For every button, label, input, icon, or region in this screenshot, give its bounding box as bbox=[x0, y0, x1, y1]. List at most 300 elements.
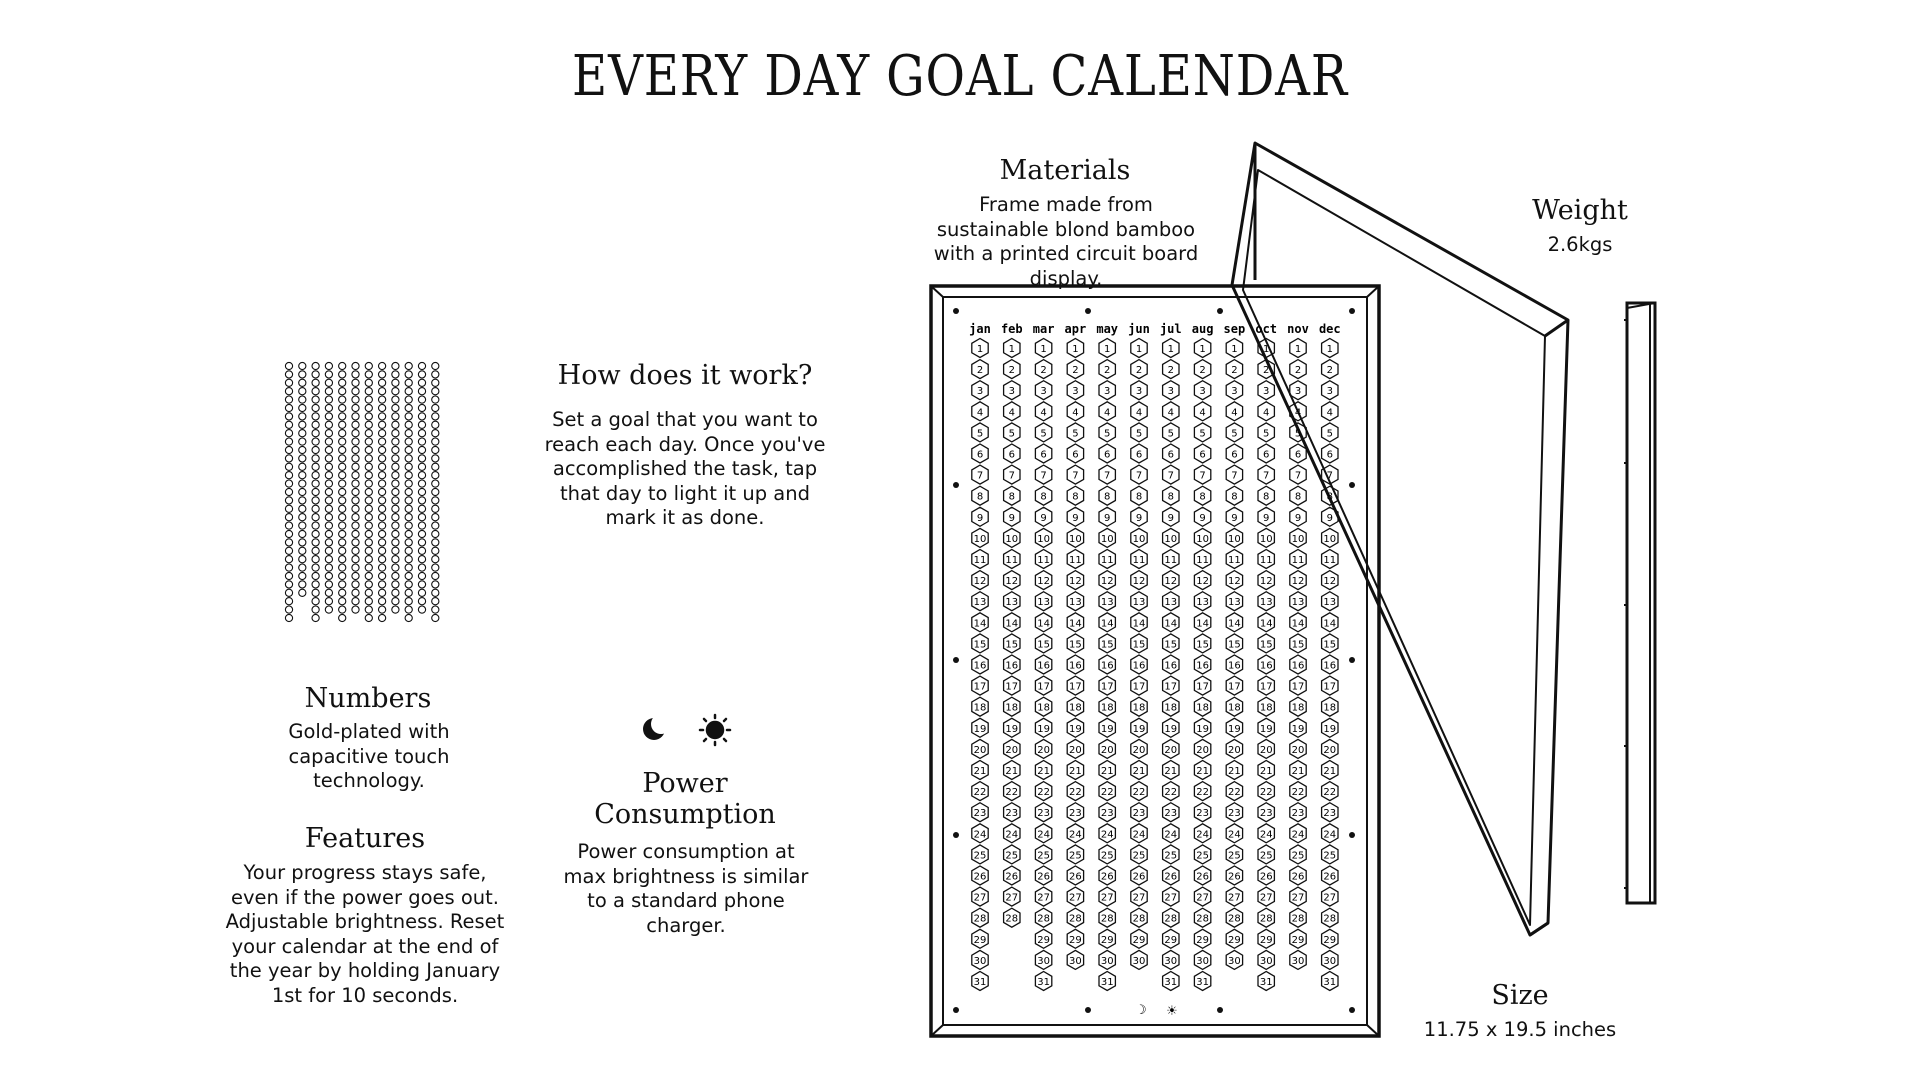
day-cell[interactable] bbox=[1099, 592, 1115, 611]
day-cell[interactable] bbox=[1163, 550, 1179, 569]
day-cell[interactable] bbox=[1131, 634, 1147, 653]
day-cell[interactable] bbox=[1290, 887, 1306, 906]
day-cell[interactable] bbox=[1004, 444, 1020, 463]
day-cell[interactable] bbox=[1194, 676, 1210, 695]
day-cell[interactable] bbox=[1226, 423, 1242, 442]
day-cell[interactable] bbox=[1290, 486, 1306, 505]
day-cell[interactable] bbox=[1004, 676, 1020, 695]
day-cell[interactable] bbox=[1258, 465, 1274, 484]
day-cell[interactable] bbox=[1258, 381, 1274, 400]
day-cell[interactable] bbox=[972, 866, 988, 885]
day-cell[interactable] bbox=[1004, 360, 1020, 379]
day-cell[interactable] bbox=[1035, 381, 1051, 400]
day-cell[interactable] bbox=[1163, 339, 1179, 358]
day-cell[interactable] bbox=[1035, 866, 1051, 885]
day-cell[interactable] bbox=[1131, 507, 1147, 526]
day-cell[interactable] bbox=[1163, 697, 1179, 716]
day-cell[interactable] bbox=[1099, 718, 1115, 737]
day-cell[interactable] bbox=[1067, 866, 1083, 885]
day-cell[interactable] bbox=[1226, 381, 1242, 400]
day-cell[interactable] bbox=[1194, 507, 1210, 526]
day-cell[interactable] bbox=[1290, 613, 1306, 632]
day-cell[interactable] bbox=[1194, 761, 1210, 780]
day-cell[interactable] bbox=[1290, 803, 1306, 822]
day-cell[interactable] bbox=[1258, 592, 1274, 611]
day-cell[interactable] bbox=[1067, 908, 1083, 927]
day-cell[interactable] bbox=[1163, 571, 1179, 590]
day-cell[interactable] bbox=[1131, 950, 1147, 969]
day-cell[interactable] bbox=[1258, 571, 1274, 590]
day-cell[interactable] bbox=[1194, 592, 1210, 611]
day-cell[interactable] bbox=[1258, 845, 1274, 864]
day-cell[interactable] bbox=[1226, 613, 1242, 632]
day-cell[interactable] bbox=[972, 697, 988, 716]
day-cell[interactable] bbox=[1035, 655, 1051, 674]
day-cell[interactable] bbox=[1226, 486, 1242, 505]
day-cell[interactable] bbox=[1099, 571, 1115, 590]
day-cell[interactable] bbox=[972, 592, 988, 611]
day-cell[interactable] bbox=[972, 761, 988, 780]
day-cell[interactable] bbox=[1004, 423, 1020, 442]
day-cell[interactable] bbox=[1099, 402, 1115, 421]
day-cell[interactable] bbox=[1226, 845, 1242, 864]
day-cell[interactable] bbox=[1067, 507, 1083, 526]
day-cell[interactable] bbox=[1194, 486, 1210, 505]
day-cell[interactable] bbox=[1194, 655, 1210, 674]
day-cell[interactable] bbox=[972, 402, 988, 421]
day-cell[interactable] bbox=[1322, 571, 1338, 590]
day-cell[interactable] bbox=[1067, 887, 1083, 906]
day-cell[interactable] bbox=[1258, 507, 1274, 526]
day-cell[interactable] bbox=[1035, 528, 1051, 547]
day-cell[interactable] bbox=[1004, 655, 1020, 674]
day-cell[interactable] bbox=[1194, 845, 1210, 864]
day-cell[interactable] bbox=[972, 613, 988, 632]
day-cell[interactable] bbox=[1194, 929, 1210, 948]
day-cell[interactable] bbox=[1322, 465, 1338, 484]
day-cell[interactable] bbox=[1163, 381, 1179, 400]
day-cell[interactable] bbox=[1067, 697, 1083, 716]
day-cell[interactable] bbox=[1035, 929, 1051, 948]
day-cell[interactable] bbox=[1004, 528, 1020, 547]
day-cell[interactable] bbox=[1004, 866, 1020, 885]
day-cell[interactable] bbox=[972, 507, 988, 526]
day-cell[interactable] bbox=[1131, 592, 1147, 611]
day-cell[interactable] bbox=[1035, 571, 1051, 590]
day-cell[interactable] bbox=[1194, 465, 1210, 484]
day-cell[interactable] bbox=[972, 381, 988, 400]
day-cell[interactable] bbox=[1131, 866, 1147, 885]
day-cell[interactable] bbox=[1290, 697, 1306, 716]
day-cell[interactable] bbox=[1067, 803, 1083, 822]
day-cell[interactable] bbox=[1258, 761, 1274, 780]
day-cell[interactable] bbox=[972, 929, 988, 948]
day-cell[interactable] bbox=[1099, 676, 1115, 695]
day-cell[interactable] bbox=[1067, 634, 1083, 653]
day-cell[interactable] bbox=[1322, 592, 1338, 611]
day-cell[interactable] bbox=[1322, 718, 1338, 737]
day-cell[interactable] bbox=[1131, 887, 1147, 906]
day-cell[interactable] bbox=[1163, 528, 1179, 547]
day-cell[interactable] bbox=[1004, 739, 1020, 758]
day-cell[interactable] bbox=[1226, 339, 1242, 358]
day-cell[interactable] bbox=[1258, 718, 1274, 737]
day-cell[interactable] bbox=[1194, 739, 1210, 758]
day-cell[interactable] bbox=[1290, 866, 1306, 885]
day-cell[interactable] bbox=[1035, 697, 1051, 716]
day-cell[interactable] bbox=[1099, 444, 1115, 463]
day-cell[interactable] bbox=[1067, 613, 1083, 632]
day-cell[interactable] bbox=[1258, 550, 1274, 569]
day-cell[interactable] bbox=[972, 972, 988, 991]
day-cell[interactable] bbox=[1290, 571, 1306, 590]
day-cell[interactable] bbox=[1131, 824, 1147, 843]
day-cell[interactable] bbox=[1290, 381, 1306, 400]
day-cell[interactable] bbox=[1099, 339, 1115, 358]
day-cell[interactable] bbox=[1067, 486, 1083, 505]
day-cell[interactable] bbox=[1226, 444, 1242, 463]
day-cell[interactable] bbox=[1194, 339, 1210, 358]
day-cell[interactable] bbox=[1131, 655, 1147, 674]
day-cell[interactable] bbox=[1163, 592, 1179, 611]
day-cell[interactable] bbox=[1035, 613, 1051, 632]
day-cell[interactable] bbox=[972, 739, 988, 758]
day-cell[interactable] bbox=[1035, 592, 1051, 611]
day-cell[interactable] bbox=[1258, 950, 1274, 969]
day-cell[interactable] bbox=[1226, 950, 1242, 969]
day-cell[interactable] bbox=[1163, 634, 1179, 653]
day-cell[interactable] bbox=[1322, 423, 1338, 442]
day-cell[interactable] bbox=[1226, 739, 1242, 758]
day-cell[interactable] bbox=[1322, 676, 1338, 695]
day-cell[interactable] bbox=[1322, 845, 1338, 864]
day-cell[interactable] bbox=[1194, 381, 1210, 400]
day-cell[interactable] bbox=[1067, 528, 1083, 547]
day-cell[interactable] bbox=[1099, 782, 1115, 801]
day-cell[interactable] bbox=[1131, 465, 1147, 484]
day-cell[interactable] bbox=[1131, 444, 1147, 463]
day-cell[interactable] bbox=[1004, 697, 1020, 716]
day-cell[interactable] bbox=[1067, 360, 1083, 379]
day-cell[interactable] bbox=[1194, 824, 1210, 843]
day-cell[interactable] bbox=[1067, 739, 1083, 758]
day-cell[interactable] bbox=[1322, 655, 1338, 674]
day-cell[interactable] bbox=[1226, 803, 1242, 822]
day-cell[interactable] bbox=[1163, 866, 1179, 885]
day-cell[interactable] bbox=[1194, 634, 1210, 653]
day-cell[interactable] bbox=[1258, 824, 1274, 843]
day-cell[interactable] bbox=[1131, 676, 1147, 695]
day-cell[interactable] bbox=[972, 360, 988, 379]
day-cell[interactable] bbox=[1322, 444, 1338, 463]
day-cell[interactable] bbox=[1099, 423, 1115, 442]
day-cell[interactable] bbox=[1322, 613, 1338, 632]
day-cell[interactable] bbox=[1163, 465, 1179, 484]
day-cell[interactable] bbox=[1322, 550, 1338, 569]
day-cell[interactable] bbox=[1099, 950, 1115, 969]
day-cell[interactable] bbox=[1131, 782, 1147, 801]
day-cell[interactable] bbox=[1099, 908, 1115, 927]
day-cell[interactable] bbox=[1131, 845, 1147, 864]
day-cell[interactable] bbox=[1131, 381, 1147, 400]
day-cell[interactable] bbox=[1131, 718, 1147, 737]
day-cell[interactable] bbox=[1194, 571, 1210, 590]
day-cell[interactable] bbox=[1226, 929, 1242, 948]
day-cell[interactable] bbox=[1004, 465, 1020, 484]
day-cell[interactable] bbox=[1099, 507, 1115, 526]
day-cell[interactable] bbox=[1226, 571, 1242, 590]
day-cell[interactable] bbox=[1035, 908, 1051, 927]
day-cell[interactable] bbox=[1194, 444, 1210, 463]
day-cell[interactable] bbox=[1226, 824, 1242, 843]
day-cell[interactable] bbox=[1067, 845, 1083, 864]
day-cell[interactable] bbox=[1322, 887, 1338, 906]
day-cell[interactable] bbox=[1194, 782, 1210, 801]
day-cell[interactable] bbox=[1004, 550, 1020, 569]
day-cell[interactable] bbox=[1004, 381, 1020, 400]
day-cell[interactable] bbox=[1067, 465, 1083, 484]
day-cell[interactable] bbox=[1194, 972, 1210, 991]
day-cell[interactable] bbox=[1035, 550, 1051, 569]
day-cell[interactable] bbox=[1035, 486, 1051, 505]
day-cell[interactable] bbox=[1004, 592, 1020, 611]
day-cell[interactable] bbox=[1163, 718, 1179, 737]
day-cell[interactable] bbox=[1290, 950, 1306, 969]
day-cell[interactable] bbox=[1067, 381, 1083, 400]
day-cell[interactable] bbox=[1004, 782, 1020, 801]
day-cell[interactable] bbox=[1131, 803, 1147, 822]
day-cell[interactable] bbox=[1035, 360, 1051, 379]
day-cell[interactable] bbox=[1163, 507, 1179, 526]
day-cell[interactable] bbox=[1163, 613, 1179, 632]
day-cell[interactable] bbox=[1067, 655, 1083, 674]
day-cell[interactable] bbox=[1099, 360, 1115, 379]
day-cell[interactable] bbox=[972, 486, 988, 505]
day-cell[interactable] bbox=[1131, 929, 1147, 948]
day-cell[interactable] bbox=[1131, 528, 1147, 547]
day-cell[interactable] bbox=[1131, 402, 1147, 421]
day-cell[interactable] bbox=[1035, 739, 1051, 758]
day-cell[interactable] bbox=[1099, 739, 1115, 758]
day-cell[interactable] bbox=[1163, 887, 1179, 906]
day-cell[interactable] bbox=[1290, 739, 1306, 758]
day-cell[interactable] bbox=[1004, 803, 1020, 822]
day-cell[interactable] bbox=[1290, 402, 1306, 421]
day-cell[interactable] bbox=[1290, 908, 1306, 927]
day-cell[interactable] bbox=[1258, 634, 1274, 653]
day-cell[interactable] bbox=[1099, 465, 1115, 484]
day-cell[interactable] bbox=[1099, 972, 1115, 991]
day-cell[interactable] bbox=[1258, 528, 1274, 547]
day-cell[interactable] bbox=[972, 655, 988, 674]
day-cell[interactable] bbox=[972, 339, 988, 358]
day-cell[interactable] bbox=[1035, 634, 1051, 653]
day-cell[interactable] bbox=[1099, 655, 1115, 674]
day-cell[interactable] bbox=[1067, 339, 1083, 358]
day-cell[interactable] bbox=[1290, 655, 1306, 674]
day-cell[interactable] bbox=[1226, 528, 1242, 547]
day-cell[interactable] bbox=[1067, 782, 1083, 801]
day-cell[interactable] bbox=[1099, 929, 1115, 948]
day-cell[interactable] bbox=[1258, 655, 1274, 674]
day-cell[interactable] bbox=[1322, 339, 1338, 358]
day-cell[interactable] bbox=[1258, 887, 1274, 906]
day-cell[interactable] bbox=[1194, 402, 1210, 421]
day-cell[interactable] bbox=[972, 845, 988, 864]
day-cell[interactable] bbox=[1290, 824, 1306, 843]
day-cell[interactable] bbox=[1163, 803, 1179, 822]
day-cell[interactable] bbox=[1226, 676, 1242, 695]
day-cell[interactable] bbox=[1163, 676, 1179, 695]
day-cell[interactable] bbox=[1004, 761, 1020, 780]
day-cell[interactable] bbox=[1035, 845, 1051, 864]
day-cell[interactable] bbox=[972, 824, 988, 843]
day-cell[interactable] bbox=[1035, 402, 1051, 421]
day-cell[interactable] bbox=[1035, 718, 1051, 737]
day-cell[interactable] bbox=[1163, 950, 1179, 969]
day-cell[interactable] bbox=[1099, 845, 1115, 864]
day-cell[interactable] bbox=[1067, 444, 1083, 463]
day-cell[interactable] bbox=[1004, 402, 1020, 421]
day-cell[interactable] bbox=[1258, 908, 1274, 927]
day-cell[interactable] bbox=[1322, 761, 1338, 780]
day-cell[interactable] bbox=[972, 444, 988, 463]
day-cell[interactable] bbox=[1194, 697, 1210, 716]
day-cell[interactable] bbox=[1131, 613, 1147, 632]
day-cell[interactable] bbox=[1322, 782, 1338, 801]
day-cell[interactable] bbox=[1035, 824, 1051, 843]
day-cell[interactable] bbox=[1067, 676, 1083, 695]
day-cell[interactable] bbox=[972, 550, 988, 569]
day-cell[interactable] bbox=[1258, 486, 1274, 505]
day-cell[interactable] bbox=[972, 718, 988, 737]
day-cell[interactable] bbox=[1322, 634, 1338, 653]
day-cell[interactable] bbox=[1131, 423, 1147, 442]
day-cell[interactable] bbox=[1035, 803, 1051, 822]
day-cell[interactable] bbox=[1099, 381, 1115, 400]
day-cell[interactable] bbox=[1099, 613, 1115, 632]
day-cell[interactable] bbox=[1163, 929, 1179, 948]
day-cell[interactable] bbox=[1163, 655, 1179, 674]
day-cell[interactable] bbox=[1226, 655, 1242, 674]
day-cell[interactable] bbox=[1035, 339, 1051, 358]
day-cell[interactable] bbox=[1163, 739, 1179, 758]
day-cell[interactable] bbox=[1226, 507, 1242, 526]
day-cell[interactable] bbox=[1322, 528, 1338, 547]
day-cell[interactable] bbox=[1322, 950, 1338, 969]
day-cell[interactable] bbox=[1194, 950, 1210, 969]
day-cell[interactable] bbox=[1258, 782, 1274, 801]
day-cell[interactable] bbox=[1099, 528, 1115, 547]
day-cell[interactable] bbox=[1290, 929, 1306, 948]
day-cell[interactable] bbox=[1163, 908, 1179, 927]
day-cell[interactable] bbox=[1322, 803, 1338, 822]
day-cell[interactable] bbox=[972, 803, 988, 822]
day-cell[interactable] bbox=[1163, 845, 1179, 864]
day-cell[interactable] bbox=[1067, 950, 1083, 969]
day-cell[interactable] bbox=[1258, 444, 1274, 463]
day-cell[interactable] bbox=[1322, 381, 1338, 400]
day-cell[interactable] bbox=[1004, 824, 1020, 843]
day-cell[interactable] bbox=[1035, 465, 1051, 484]
day-cell[interactable] bbox=[1067, 571, 1083, 590]
day-cell[interactable] bbox=[1226, 465, 1242, 484]
day-cell[interactable] bbox=[1290, 550, 1306, 569]
day-cell[interactable] bbox=[1163, 444, 1179, 463]
day-cell[interactable] bbox=[1035, 950, 1051, 969]
day-cell[interactable] bbox=[1290, 528, 1306, 547]
day-cell[interactable] bbox=[1131, 761, 1147, 780]
day-cell[interactable] bbox=[1290, 718, 1306, 737]
day-cell[interactable] bbox=[1194, 866, 1210, 885]
day-cell[interactable] bbox=[1163, 782, 1179, 801]
day-cell[interactable] bbox=[1322, 507, 1338, 526]
day-cell[interactable] bbox=[1035, 444, 1051, 463]
day-cell[interactable] bbox=[1226, 761, 1242, 780]
day-cell[interactable] bbox=[1099, 887, 1115, 906]
day-cell[interactable] bbox=[1258, 613, 1274, 632]
day-cell[interactable] bbox=[1258, 423, 1274, 442]
day-cell[interactable] bbox=[1067, 550, 1083, 569]
day-cell[interactable] bbox=[1290, 845, 1306, 864]
day-cell[interactable] bbox=[1131, 550, 1147, 569]
day-cell[interactable] bbox=[1067, 718, 1083, 737]
day-cell[interactable] bbox=[1131, 908, 1147, 927]
day-cell[interactable] bbox=[1163, 423, 1179, 442]
day-cell[interactable] bbox=[1322, 908, 1338, 927]
day-cell[interactable] bbox=[1258, 803, 1274, 822]
day-cell[interactable] bbox=[1226, 402, 1242, 421]
day-cell[interactable] bbox=[1194, 908, 1210, 927]
day-cell[interactable] bbox=[1194, 718, 1210, 737]
day-cell[interactable] bbox=[1004, 845, 1020, 864]
day-cell[interactable] bbox=[972, 465, 988, 484]
day-cell[interactable] bbox=[1226, 697, 1242, 716]
day-cell[interactable] bbox=[1067, 929, 1083, 948]
day-cell[interactable] bbox=[1322, 697, 1338, 716]
day-cell[interactable] bbox=[1322, 929, 1338, 948]
day-cell[interactable] bbox=[1194, 360, 1210, 379]
day-cell[interactable] bbox=[1035, 782, 1051, 801]
day-cell[interactable] bbox=[1004, 486, 1020, 505]
day-cell[interactable] bbox=[1004, 887, 1020, 906]
day-cell[interactable] bbox=[1290, 761, 1306, 780]
day-cell[interactable] bbox=[1194, 423, 1210, 442]
day-cell[interactable] bbox=[1099, 634, 1115, 653]
day-cell[interactable] bbox=[1163, 761, 1179, 780]
day-cell[interactable] bbox=[1322, 739, 1338, 758]
day-cell[interactable] bbox=[1194, 613, 1210, 632]
day-cell[interactable] bbox=[1258, 676, 1274, 695]
day-cell[interactable] bbox=[1067, 402, 1083, 421]
day-cell[interactable] bbox=[1226, 718, 1242, 737]
day-cell[interactable] bbox=[1035, 423, 1051, 442]
day-cell[interactable] bbox=[1194, 887, 1210, 906]
day-cell[interactable] bbox=[1035, 761, 1051, 780]
day-cell[interactable] bbox=[1290, 507, 1306, 526]
day-cell[interactable] bbox=[1226, 908, 1242, 927]
day-cell[interactable] bbox=[972, 528, 988, 547]
day-cell[interactable] bbox=[1163, 972, 1179, 991]
day-cell[interactable] bbox=[1290, 360, 1306, 379]
day-cell[interactable] bbox=[1004, 634, 1020, 653]
day-cell[interactable] bbox=[1131, 360, 1147, 379]
day-cell[interactable] bbox=[1226, 360, 1242, 379]
day-cell[interactable] bbox=[972, 676, 988, 695]
day-cell[interactable] bbox=[1035, 887, 1051, 906]
day-cell[interactable] bbox=[1067, 423, 1083, 442]
day-cell[interactable] bbox=[1099, 824, 1115, 843]
